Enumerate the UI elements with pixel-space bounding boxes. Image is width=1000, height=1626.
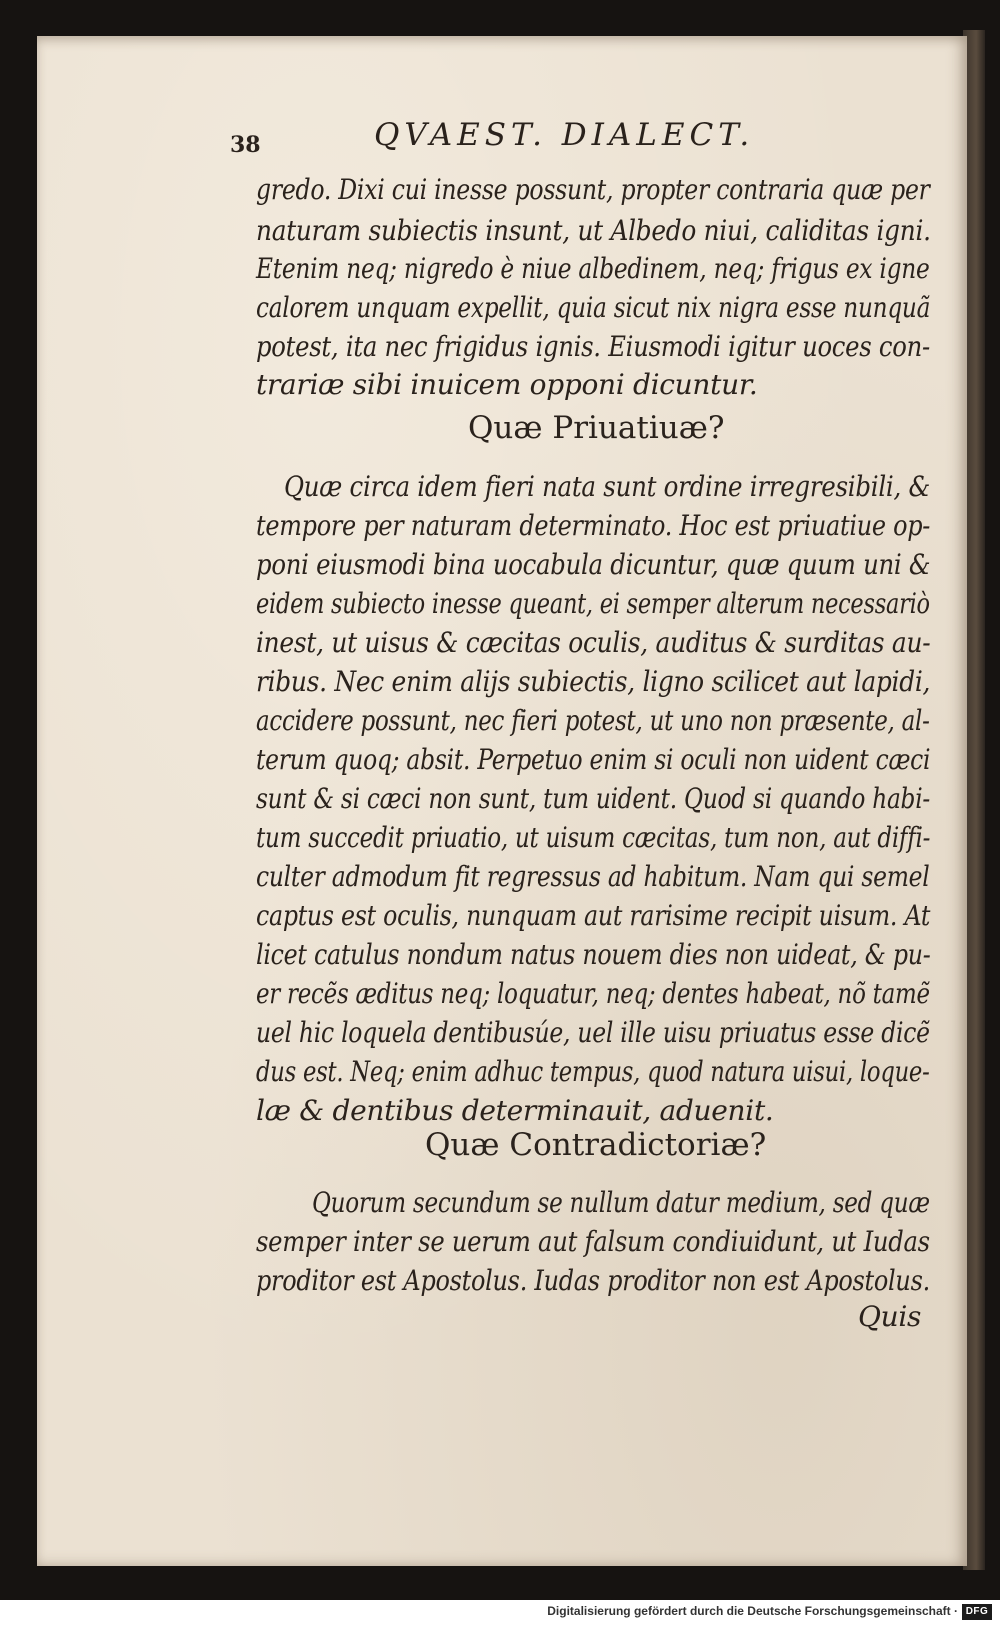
text-line: tum succedit priuatio, ut uisum cæcitas, tum non, aut diffi-	[256, 821, 931, 854]
text-line: Quæ circa idem fieri nata sunt ordine irregresibili, &	[284, 470, 931, 503]
text-line: captus est oculis, nunquam aut rarisime recipit uisum. At	[256, 899, 931, 932]
text-line: terum quoq; absit. Perpetuo enim si oculi non uident cæci	[256, 743, 931, 776]
text-line: licet catulus nondum natus nouem dies non uideat, & pu-	[256, 938, 931, 971]
text-line: potest, ita nec frigidus ignis. Eiusmodi igitur uoces con-	[256, 330, 930, 363]
text-line: sunt & si cæci non sunt, tum uident. Quod si quando habi-	[256, 782, 930, 815]
footer-bar	[0, 1600, 1000, 1626]
text-line: læ & dentibus determinauit, aduenit.	[256, 1094, 774, 1127]
text-line: ribus. Nec enim alijs subiectis, ligno scilicet aut lapidi,	[256, 665, 931, 698]
funding-notice: Digitalisierung gefördert durch die Deutsche Forschungsgemeinschaft ·	[547, 1604, 958, 1618]
text-line: Etenim neq; nigredo è niue albedinem, neq; frigus ex igne	[256, 252, 930, 285]
section-heading-privative: Quæ Priuatiuæ?	[468, 410, 725, 446]
text-line: culter admodum fit regressus ad habitum. Nam qui semel	[256, 860, 930, 893]
text-line: er recẽs æditus neq; loquatur, neq; dentes habeat, nõ tamẽ	[256, 977, 930, 1010]
running-head: QVAEST. DIALECT.	[374, 117, 755, 153]
text-line: inest, ut uisus & cæcitas oculis, auditus & surditas au-	[256, 626, 931, 659]
text-line: dus est. Neq; enim adhuc tempus, quod natura uisui, loque-	[256, 1055, 930, 1088]
text-line: trariæ sibi inuicem opponi dicuntur.	[256, 368, 758, 401]
text-line: uel hic loquela dentibusúe, uel ille uisu priuatus esse dicẽ	[256, 1016, 930, 1049]
text-line: gredo. Dixi cui inesse possunt, propter contraria quæ per	[256, 173, 930, 206]
text-line: proditor est Apostolus. Iudas proditor non est Apostolus.	[256, 1264, 930, 1297]
text-line: naturam subiectis insunt, ut Albedo niui, caliditas igni.	[256, 214, 931, 247]
text-line: calorem unquam expellit, quia sicut nix nigra esse nunquã	[256, 291, 931, 324]
text-line: semper inter se uerum aut falsum condiuidunt, ut Iudas	[256, 1225, 930, 1258]
dfg-logo: DFG	[962, 1604, 992, 1620]
text-line: tempore per naturam determinato. Hoc est priuatiue op-	[256, 509, 931, 542]
text-line: accidere possunt, nec fieri potest, ut uno non præsente, al-	[256, 704, 930, 737]
text-line: Quorum secundum se nullum datur medium, sed quæ	[312, 1186, 930, 1219]
catchword: Quis	[858, 1300, 922, 1333]
page-number: 38	[230, 132, 261, 158]
section-heading-contradictory: Quæ Contradictoriæ?	[425, 1127, 767, 1163]
text-line: poni eiusmodi bina uocabula dicuntur, quæ quum uni &	[256, 548, 931, 581]
text-line: eidem subiecto inesse queant, ei semper alterum necessariò	[256, 587, 930, 620]
